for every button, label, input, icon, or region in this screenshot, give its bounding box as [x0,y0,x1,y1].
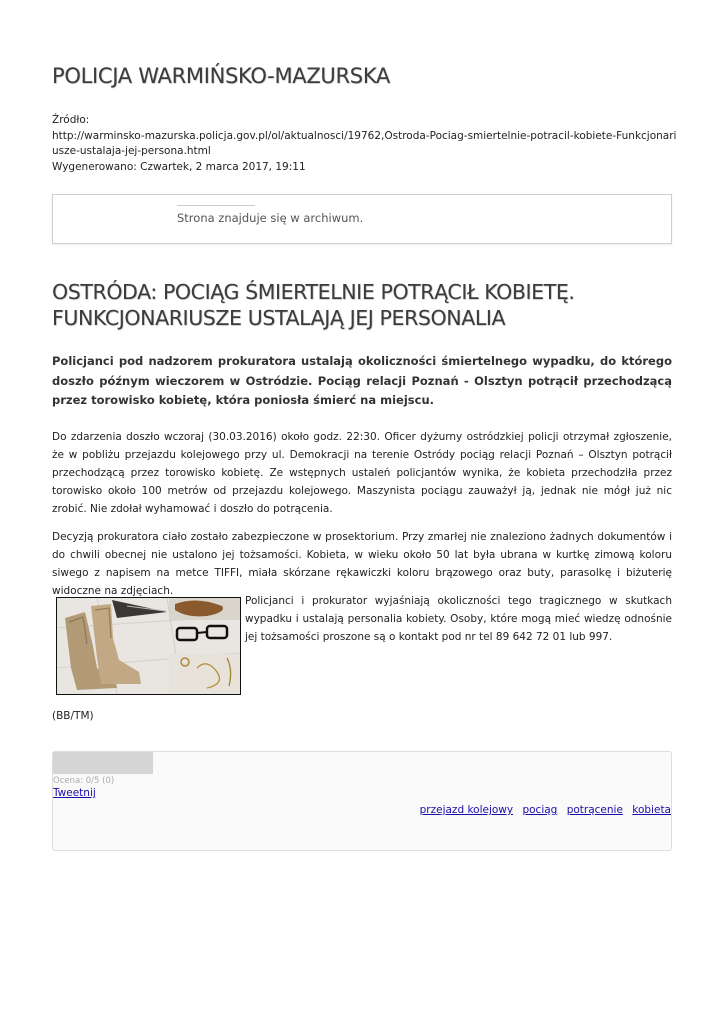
tag-link[interactable]: przejazd kolejowy [419,804,514,816]
tag-link[interactable]: kobieta [632,804,671,816]
article-lead: Policjanci pod nadzorem prokuratora ustalają okoliczności śmiertelnego wypadku, do którego doszło późnym wieczorem w Ostródzie. Pociąg relacji Poznań - Olsztyn potrącił przechodzącą przez torowisko kobietę, która poniosła śmierć na miejscu. [52,354,672,407]
tweet-link[interactable]: Tweetnij [53,787,96,799]
article-signature: (BB/TM) [52,710,94,722]
rating-text: Ocena: 0/5 (0) [53,776,115,786]
article-paragraph-3: Policjanci i prokurator wyjaśniają okoliczności tego tragicznego w skutkach wypadku i ustalają personalia kobiety. Osoby, które mogą mieć wiedzę odnośnie jej tożsamości proszone są o kontakt pod nr tel 89 642 72 01 lub 997. [245,595,672,643]
source-meta [52,113,677,175]
source-label: Źródło: [52,114,90,126]
photo-boots-glasses-jewelry [57,598,240,694]
article-photo[interactable] [56,597,241,695]
archive-divider [177,205,255,206]
article-paragraph-2: Decyzją prokuratora ciało zostało zabezpieczone w prosektorium. Przy zmarłej nie znaleziono żadnych dokumentów i do chwili obecnej nie ustalono jej tożsamości. Kobieta, w wieku około 50 lat była ubrana w kurtkę zimową koloru siwego z napisem na metce TIFFI, miała skórzane rękawiczki koloru brązowego oraz buty, parasolkę i biżuterię widoczne na zdjęciach. [52,531,672,597]
article-footer [52,751,672,851]
site-title: POLICJA WARMIŃSKO-MAZURSKA [52,64,390,88]
article-paragraph-1: Do zdarzenia doszło wczoraj (30.03.2016) około godz. 22:30. Oficer dyżurny ostródzkiej policji otrzymał zgłoszenie, że w pobliżu przejazdu kolejowego przy ul. Demokracji na terenie Ostródy pociąg relacji Poznań – Olsztyn potrącił przechodzącą przez torowisko kobietę. Ze wstępnych ustaleń policjantów wynika, że kobieta przechodziła przez torowisko około 100 metrów od przejazdu kolejowego. Maszynista pociągu zauważył ją, jednak nie mógł już nic zrobić. Nie zdołał wyhamować i doszło do potrącenia. [52,431,672,515]
tag-link[interactable]: pociąg [522,804,558,816]
rating-stars[interactable] [53,752,153,774]
tag-link[interactable]: potrącenie [566,804,623,816]
archive-notice: Strona znajduje się w archiwum. [177,211,364,225]
generated-date: Wygenerowano: Czwartek, 2 marca 2017, 19:11 [52,160,306,173]
source-url: http://warminsko-mazurska.policja.gov.pl/ol/aktualnosci/19762,Ostroda-Pociag-smiertelnie-potracil-kobiete-Funkcjonariusze-ustalaja-jej-persona.html [52,129,677,157]
archive-notice-box [52,194,672,244]
article-title: OSTRÓDA: POCIĄG ŚMIERTELNIE POTRĄCIŁ KOBIETĘ. FUNKCJONARIUSZE USTALAJĄ JEJ PERSONALIA [52,280,575,330]
tag-list [414,804,671,816]
